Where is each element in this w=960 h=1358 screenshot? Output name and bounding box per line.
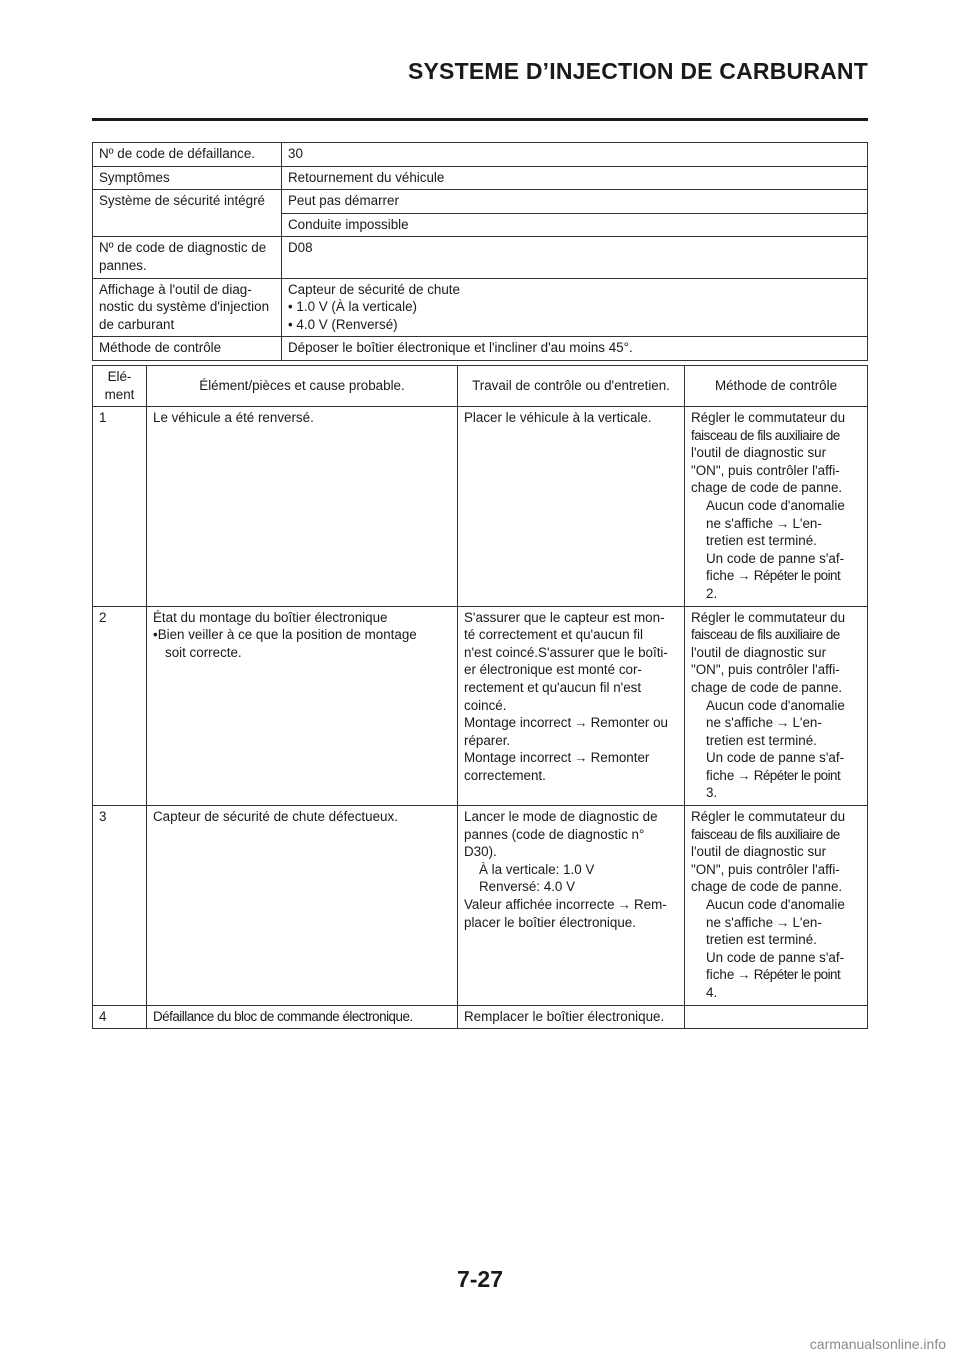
- method-line: 3.: [706, 785, 718, 801]
- method-line: faisceau de fils auxiliaire de: [691, 826, 840, 842]
- method-line: tretien est terminé.: [706, 533, 817, 549]
- info-label: Système de sécurité intégré: [93, 190, 282, 237]
- method-line: Régler le commutateur du: [691, 809, 846, 825]
- arrow-right-icon: →: [617, 897, 631, 913]
- method-line: 4.: [706, 985, 718, 1000]
- table-row: [93, 806, 868, 1006]
- info-label-line: Nº de code de diagnostic de: [99, 240, 267, 256]
- step-work: [458, 606, 685, 806]
- method-line: chage de code de panne.: [691, 679, 843, 695]
- info-label: [93, 278, 282, 337]
- step-number: 2: [93, 606, 147, 806]
- info-value: Peut pas démarrer: [282, 190, 868, 214]
- work-line: Renversé: 4.0 V: [479, 879, 576, 895]
- info-value: Retournement du véhicule: [282, 166, 868, 190]
- info-label: Nº de code de défaillance.: [93, 143, 282, 167]
- work-line: À la verticale: 1.0 V: [479, 861, 595, 877]
- method-line: Un code de panne s'af-: [706, 949, 845, 965]
- method-text: fiche: [706, 767, 735, 783]
- table-row: [93, 166, 868, 190]
- work-line: té correctement et qu'aucun fil: [464, 627, 643, 643]
- method-line: faisceau de fils auxiliaire de: [691, 627, 840, 643]
- work-line: Lancer le mode de diagnostic de: [464, 809, 658, 825]
- work-line: [464, 714, 678, 732]
- method-line: [691, 567, 861, 585]
- table-header-row: [93, 366, 868, 407]
- work-line: réparer.: [464, 732, 511, 748]
- method-line: l'outil de diagnostic sur: [691, 644, 827, 660]
- info-value-line: • 1.0 V (À la verticale): [288, 299, 417, 315]
- info-value: Déposer le boîtier électronique et l'incliner d'au moins 45°.: [282, 337, 868, 361]
- method-line: Aucun code d'anomalie: [706, 697, 845, 713]
- column-header-line: Elé-: [107, 369, 132, 385]
- step-method: [685, 407, 868, 607]
- arrow-right-icon: →: [737, 568, 751, 584]
- table-row: [93, 337, 868, 361]
- method-text: Répéter le point: [753, 967, 841, 983]
- info-label-line: pannes.: [99, 257, 147, 273]
- step-cause: [147, 606, 458, 806]
- method-line: l'outil de diagnostic sur: [691, 445, 827, 461]
- work-line: S'assurer que le capteur est mon-: [464, 609, 665, 625]
- method-line: "ON", puis contrôler l'affi-: [691, 861, 840, 877]
- method-line: "ON", puis contrôler l'affi-: [691, 462, 840, 478]
- arrow-right-icon: →: [737, 967, 751, 983]
- method-text: fiche: [706, 568, 735, 584]
- work-line: er électronique est monté cor-: [464, 662, 642, 678]
- info-value-line: • 4.0 V (Renversé): [288, 316, 398, 332]
- table-row: [93, 407, 868, 607]
- work-line: placer le boîtier électronique.: [464, 914, 636, 930]
- info-label: [93, 237, 282, 278]
- method-line: [691, 767, 861, 785]
- arrow-right-icon: →: [776, 914, 790, 930]
- method-text: Répéter le point: [753, 568, 841, 584]
- step-cause: Capteur de sécurité de chute défectueux.: [147, 806, 458, 1006]
- method-line: Un code de panne s'af-: [706, 750, 845, 766]
- step-method: [685, 806, 868, 1006]
- column-header-cause: Élément/pièces et cause probable.: [147, 366, 458, 407]
- step-number: 1: [93, 407, 147, 607]
- column-header-method: Méthode de contrôle: [685, 366, 868, 407]
- info-value-line: Capteur de sécurité de chute: [288, 281, 460, 297]
- header-rule: [92, 118, 868, 121]
- info-label-line: nostic du système d'injection: [99, 299, 270, 315]
- step-number: 3: [93, 806, 147, 1006]
- info-value: Conduite impossible: [282, 213, 868, 237]
- page-title: SYSTEME D’INJECTION DE CARBURANT: [407, 58, 868, 84]
- method-line: tretien est terminé.: [706, 932, 817, 948]
- method-text: ne s'affiche: [706, 715, 774, 731]
- work-text: Valeur affichée incorrecte: [464, 897, 615, 913]
- info-value: 30: [282, 143, 868, 167]
- arrow-right-icon: →: [776, 715, 790, 731]
- step-work: [458, 806, 685, 1006]
- work-text: Remonter ou: [590, 715, 668, 731]
- arrow-right-icon: →: [737, 767, 751, 783]
- method-text: fiche: [706, 967, 735, 983]
- method-line: [691, 914, 861, 932]
- method-line: tretien est terminé.: [706, 732, 817, 748]
- column-header-work: Travail de contrôle ou d'entretien.: [458, 366, 685, 407]
- info-label-line: Affichage à l'outil de diag-: [99, 281, 252, 297]
- column-header-item: [93, 366, 147, 407]
- step-method: [685, 606, 868, 806]
- table-row: [93, 190, 868, 214]
- step-number: 4: [93, 1005, 147, 1029]
- work-line: [464, 749, 678, 767]
- arrow-right-icon: →: [574, 750, 588, 766]
- table-row: [93, 143, 868, 167]
- work-line: coincé.: [464, 697, 507, 713]
- diagnostic-steps-table: [92, 365, 868, 1029]
- cause-line: •Bien veiller à ce que la position de montage: [153, 627, 417, 643]
- cause-line: État du montage du boîtier électronique: [153, 609, 388, 625]
- info-label: Méthode de contrôle: [93, 337, 282, 361]
- info-value: D08: [282, 237, 868, 278]
- method-text: ne s'affiche: [706, 914, 774, 930]
- method-text: ne s'affiche: [706, 515, 774, 531]
- work-line: pannes (code de diagnostic n°: [464, 826, 645, 842]
- method-line: Aucun code d'anomalie: [706, 497, 845, 513]
- method-line: Régler le commutateur du: [691, 609, 846, 625]
- method-line: [691, 515, 861, 533]
- arrow-right-icon: →: [776, 515, 790, 531]
- method-line: faisceau de fils auxiliaire de: [691, 427, 840, 443]
- step-cause: Défaillance du bloc de commande électronique.: [147, 1005, 458, 1029]
- method-line: "ON", puis contrôler l'affi-: [691, 662, 840, 678]
- step-cause: Le véhicule a été renversé.: [147, 407, 458, 607]
- fault-info-table: [92, 142, 868, 361]
- method-line: l'outil de diagnostic sur: [691, 844, 827, 860]
- method-text: L'en-: [792, 914, 822, 930]
- step-work: Remplacer le boîtier électronique.: [458, 1005, 685, 1029]
- method-line: [691, 966, 861, 984]
- work-text: Montage incorrect: [464, 750, 572, 766]
- method-line: [691, 714, 861, 732]
- work-line: [464, 896, 678, 914]
- info-label: Symptômes: [93, 166, 282, 190]
- step-method: [685, 1005, 868, 1029]
- step-work: Placer le véhicule à la verticale.: [458, 407, 685, 607]
- arrow-right-icon: →: [574, 715, 588, 731]
- method-line: chage de code de panne.: [691, 480, 843, 496]
- table-row: [93, 606, 868, 806]
- watermark: carmanualsonline.info: [809, 1336, 946, 1352]
- method-line: Régler le commutateur du: [691, 410, 846, 425]
- method-line: Aucun code d'anomalie: [706, 897, 845, 913]
- method-line: 2.: [706, 585, 718, 601]
- info-value: [282, 278, 868, 337]
- method-line: chage de code de panne.: [691, 879, 843, 895]
- table-row: [93, 1005, 868, 1029]
- work-line: rectement et qu'aucun fil n'est: [464, 679, 642, 695]
- work-line: D30).: [464, 844, 497, 860]
- work-text: Rem-: [634, 897, 667, 913]
- column-header-line: ment: [104, 387, 135, 402]
- table-row: [93, 278, 868, 337]
- work-text: Montage incorrect: [464, 715, 572, 731]
- table-row: [93, 237, 868, 278]
- work-text: Remonter: [590, 750, 650, 766]
- method-text: L'en-: [792, 715, 822, 731]
- method-text: L'en-: [792, 515, 822, 531]
- method-text: Répéter le point: [753, 767, 841, 783]
- info-label-line: de carburant: [99, 316, 175, 332]
- cause-line: soit correcte.: [165, 644, 242, 660]
- page-number: 7-27: [456, 1266, 504, 1292]
- work-line: n'est coincé.S'assurer que le boîti-: [464, 644, 668, 660]
- method-line: Un code de panne s'af-: [706, 550, 845, 566]
- work-line: correctement.: [464, 767, 546, 783]
